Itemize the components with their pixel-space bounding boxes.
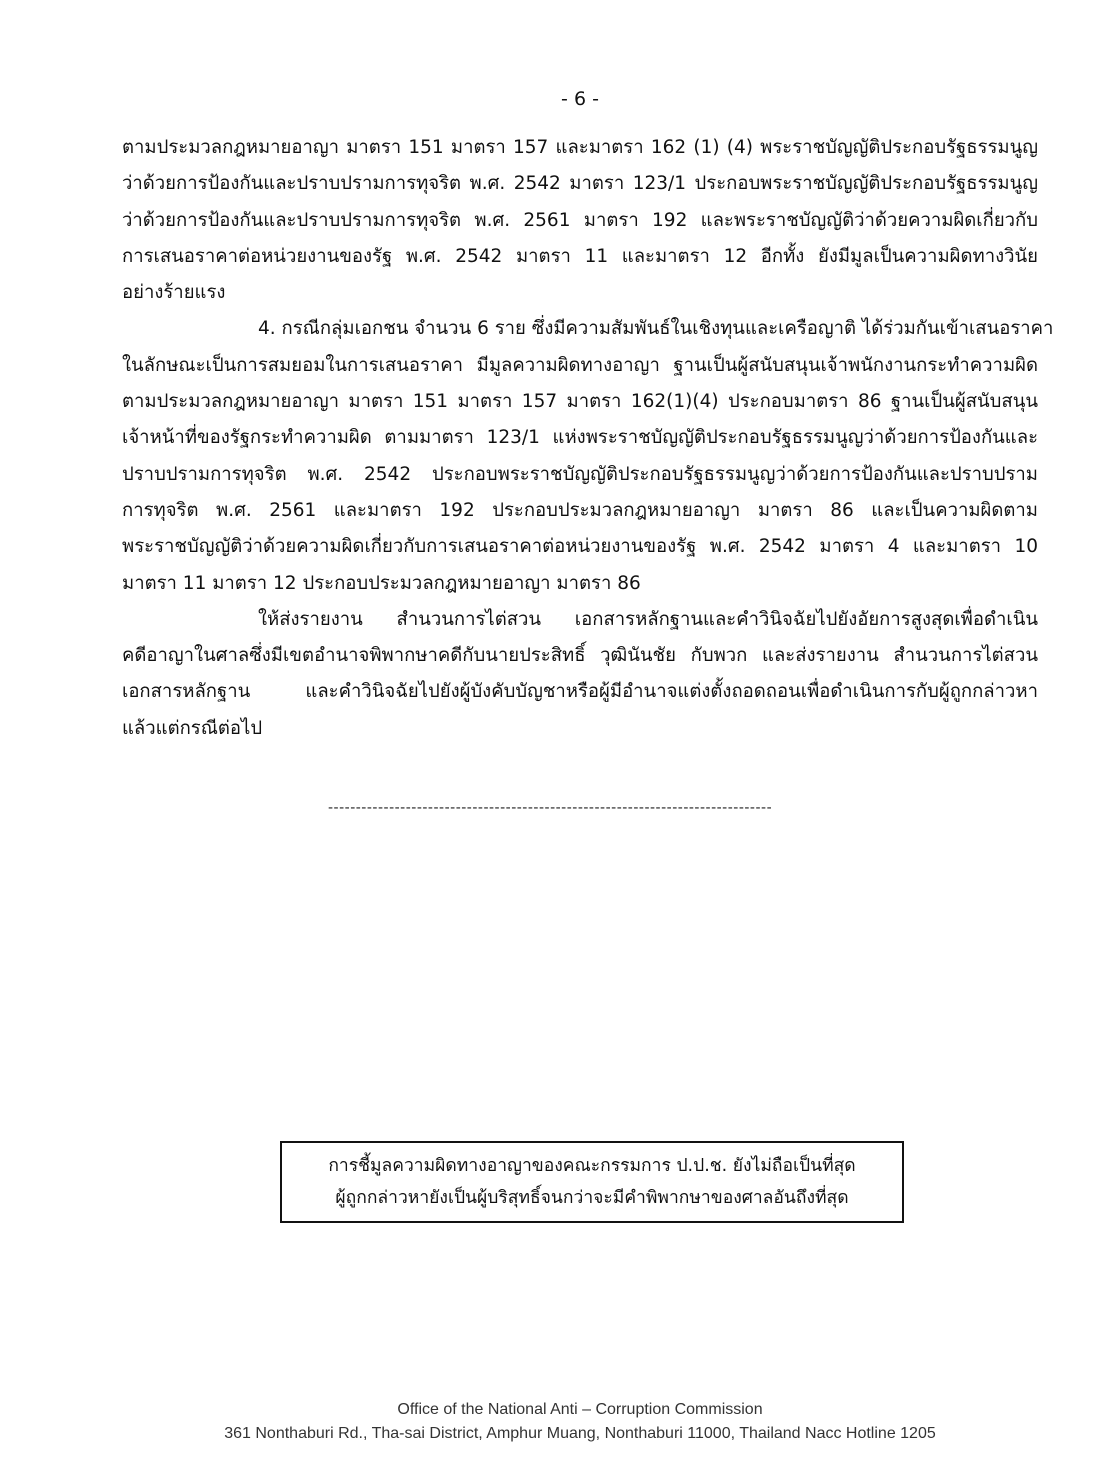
document-body [122,130,1054,747]
page-number: - 6 - [561,88,599,110]
footer-organization: Office of the National Anti – Corruption Commission [397,1401,763,1418]
body-line: ตามประมวลกฎหมายอาญา มาตรา 151 มาตรา 157 มาตรา 162(1)(4) ประกอบมาตรา 86 ฐานเป็นผู้สนับสนุน [122,391,1038,413]
body-line-resolution: ให้ส่งรายงาน สำนวนการไต่สวน เอกสารหลักฐานและคำวินิจฉัยไปยังอัยการสูงสุดเพื่อดำเนิน [258,608,1038,630]
body-line: ในลักษณะเป็นการสมยอมในการเสนอราคา มีมูลความผิดทางอาญา ฐานเป็นผู้สนับสนุนเจ้าพนักงานกระทำความผิด [122,354,1038,376]
body-line: มาตรา 11 มาตรา 12 ประกอบประมวลกฎหมายอาญา มาตรา 86 [122,572,641,594]
body-line: ตามประมวลกฎหมายอาญา มาตรา 151 มาตรา 157 และมาตรา 162 (1) (4) พระราชบัญญัติประกอบรัฐธรรมนูญ [122,137,1038,158]
body-line: การทุจริต พ.ศ. 2561 และมาตรา 192 ประกอบประมวลกฎหมายอาญา มาตรา 86 และเป็นความผิดตาม [122,499,1038,521]
body-line: การเสนอราคาต่อหน่วยงานของรัฐ พ.ศ. 2542 มาตรา 11 และมาตรา 12 อีกทั้ง ยังมีมูลเป็นความผิดทางวินัย [122,245,1038,267]
body-line: เอกสารหลักฐาน และคำวินิจฉัยไปยังผู้บังคับบัญชาหรือผู้มีอำนาจแต่งตั้งถอดถอนเพื่อดำเนินการกับผู้ถูกกล่าวหา [122,681,1038,703]
disclaimer-box [280,1141,904,1223]
disclaimer-line-1: การชี้มูลความผิดทางอาญาของคณะกรรมการ ป.ป.ช. ยังไม่ถือเป็นที่สุด [328,1156,856,1176]
disclaimer-line-2: ผู้ถูกกล่าวหายังเป็นผู้บริสุทธิ์จนกว่าจะมีคำพิพากษาของศาลอันถึงที่สุด [335,1188,849,1208]
section-separator: -------------------------------------------------------------------------------- [328,800,773,816]
body-line: ปราบปรามการทุจริต พ.ศ. 2542 ประกอบพระราชบัญญัติประกอบรัฐธรรมนูญว่าด้วยการป้องกันและปราบปราม [122,463,1038,485]
body-line: ว่าด้วยการป้องกันและปราบปรามการทุจริต พ.ศ. 2542 มาตรา 123/1 ประกอบพระราชบัญญัติประกอบรัฐธรรมนูญ [122,173,1038,195]
body-line: ว่าด้วยการป้องกันและปราบปรามการทุจริต พ.ศ. 2561 มาตรา 192 และพระราชบัญญัติว่าด้วยความผิดเกี่ยวกับ [122,209,1038,231]
footer-address: 361 Nonthaburi Rd., Tha-sai District, Amphur Muang, Nonthaburi 11000, Thailand Nacc Hotline 1205 [224,1425,936,1442]
body-line: แล้วแต่กรณีต่อไป [122,717,263,739]
body-line: เจ้าหน้าที่ของรัฐกระทำความผิด ตามมาตรา 123/1 แห่งพระราชบัญญัติประกอบรัฐธรรมนูญว่าด้วยการป้องกันและ [122,427,1038,449]
body-line: อย่างร้ายแรง [122,282,226,304]
body-line-item-4: 4. กรณีกลุ่มเอกชน จำนวน 6 ราย ซึ่งมีความสัมพันธ์ในเชิงทุนและเครือญาติ ได้ร่วมกันเข้าเสนอราคา [258,318,1054,340]
body-line: คดีอาญาในศาลซึ่งมีเขตอำนาจพิพากษาคดีกับนายประสิทธิ์ วุฒินันชัย กับพวก และส่งรายงาน สำนวนการไต่สวน [122,645,1038,667]
body-line: พระราชบัญญัติว่าด้วยความผิดเกี่ยวกับการเสนอราคาต่อหน่วยงานของรัฐ พ.ศ. 2542 มาตรา 4 และมาตรา 10 [122,536,1038,558]
page-footer [0,1398,1118,1446]
